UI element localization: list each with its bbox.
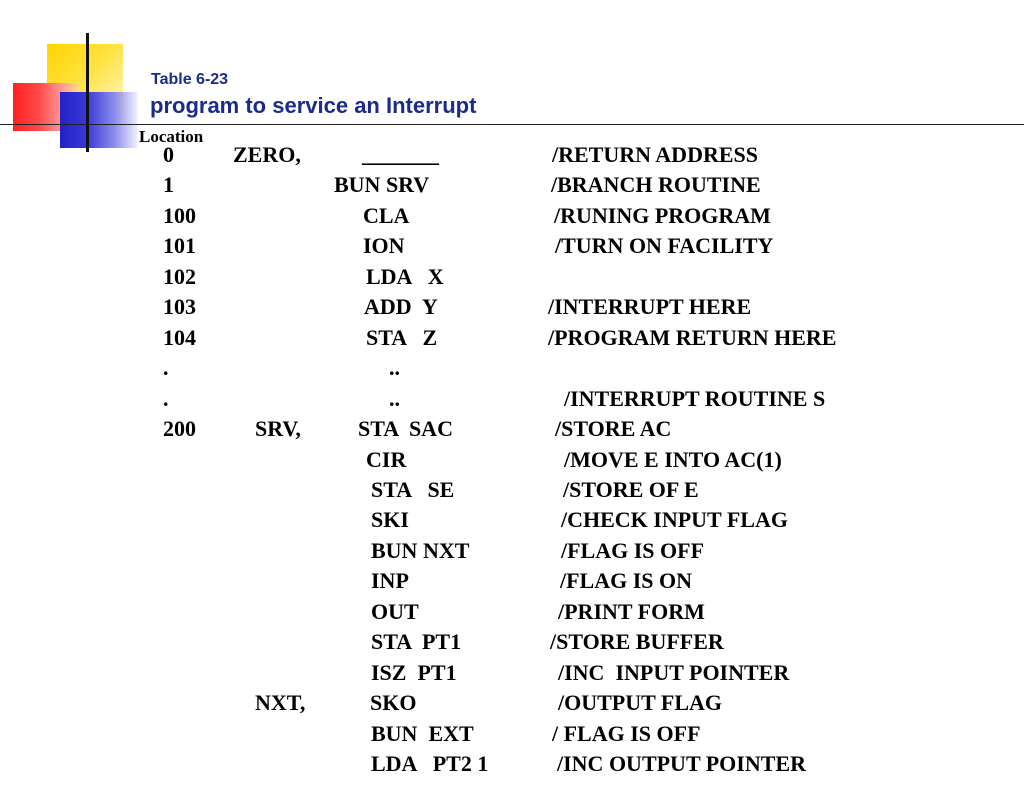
program-row: [0, 262, 1024, 292]
comment-cell: /INC INPUT POINTER: [558, 659, 790, 685]
comment-cell: /TURN ON FACILITY: [555, 233, 774, 259]
instruction-cell: OUT: [371, 598, 419, 624]
comment-cell: /OUTPUT FLAG: [558, 690, 723, 716]
comment-cell: /RETURN ADDRESS: [552, 142, 758, 167]
instruction-cell: BUN EXT: [371, 720, 474, 746]
instruction-cell: LDA PT2 1: [371, 751, 489, 776]
instruction-cell: ADD Y: [364, 294, 438, 320]
instruction-cell: CLA: [363, 202, 410, 228]
comment-cell: /INTERRUPT ROUTINE S: [564, 385, 826, 411]
title-divider-line: [0, 124, 1024, 125]
location-cell: 104: [163, 324, 196, 350]
comment-cell: /BRANCH ROUTINE: [551, 172, 761, 198]
program-row: [0, 658, 1024, 688]
instruction-cell: BUN SRV: [334, 172, 430, 198]
comment-cell: /STORE OF E: [563, 476, 699, 502]
program-row: [0, 414, 1024, 444]
program-row: [0, 201, 1024, 231]
instruction-cell: STA SE: [371, 476, 455, 502]
instruction-cell: SKO: [370, 690, 417, 716]
program-row: [0, 292, 1024, 322]
table-number-label: Table 6-23: [151, 71, 229, 88]
location-cell: 0: [163, 142, 174, 167]
comment-cell: /PRINT FORM: [558, 598, 705, 624]
program-row: [0, 445, 1024, 475]
comment-cell: /INTERRUPT HERE: [548, 294, 752, 320]
label-cell: NXT,: [255, 690, 306, 716]
instruction-cell: SKI: [371, 507, 409, 533]
program-row: [0, 170, 1024, 200]
comment-cell: /PROGRAM RETURN HERE: [548, 324, 837, 350]
instruction-cell: ..: [389, 385, 400, 411]
location-cell: 1: [163, 172, 174, 198]
instruction-cell: ION: [363, 233, 405, 259]
label-cell: SRV,: [255, 416, 301, 442]
instruction-cell: STA PT1: [371, 629, 462, 655]
instruction-cell: INP: [371, 568, 409, 594]
program-row: [0, 627, 1024, 657]
location-cell: 100: [163, 202, 196, 228]
comment-cell: /STORE AC: [555, 416, 672, 442]
comment-cell: /FLAG IS OFF: [561, 537, 705, 563]
decor-vertical-line: [86, 33, 89, 152]
program-row: [0, 536, 1024, 566]
comment-cell: /RUNING PROGRAM: [554, 202, 771, 228]
location-cell: 102: [163, 263, 196, 289]
program-row: [0, 140, 1024, 170]
comment-cell: /INC OUTPUT POINTER: [557, 751, 806, 776]
program-row: [0, 749, 1024, 779]
program-row: [0, 353, 1024, 383]
comment-cell: /MOVE E INTO AC(1): [564, 446, 782, 472]
location-cell: 103: [163, 294, 196, 320]
comment-cell: / FLAG IS OFF: [552, 720, 701, 746]
program-row: [0, 323, 1024, 353]
instruction-cell: BUN NXT: [371, 537, 470, 563]
program-row: [0, 384, 1024, 414]
comment-cell: /STORE BUFFER: [550, 629, 724, 655]
location-cell: .: [163, 355, 169, 381]
label-cell: ZERO,: [233, 142, 301, 167]
program-row: [0, 566, 1024, 596]
location-cell: 101: [163, 233, 196, 259]
instruction-cell: ISZ PT1: [371, 659, 457, 685]
comment-cell: /CHECK INPUT FLAG: [561, 507, 788, 533]
program-row: [0, 719, 1024, 749]
program-row: [0, 231, 1024, 261]
instruction-cell: STA SAC: [358, 416, 453, 442]
program-row: [0, 597, 1024, 627]
comment-cell: /FLAG IS ON: [560, 568, 693, 594]
location-column-header: Location: [139, 127, 204, 146]
program-row: [0, 475, 1024, 505]
program-row: [0, 688, 1024, 718]
instruction-cell: ..: [389, 355, 400, 381]
location-cell: 200: [163, 416, 196, 442]
instruction-cell: LDA X: [366, 263, 444, 289]
instruction-cell: _______: [362, 142, 439, 167]
location-cell: .: [163, 385, 169, 411]
instruction-cell: STA Z: [366, 324, 438, 350]
instruction-cell: CIR: [366, 446, 407, 472]
slide-title: program to service an Interrupt: [150, 93, 477, 118]
program-row: [0, 505, 1024, 535]
